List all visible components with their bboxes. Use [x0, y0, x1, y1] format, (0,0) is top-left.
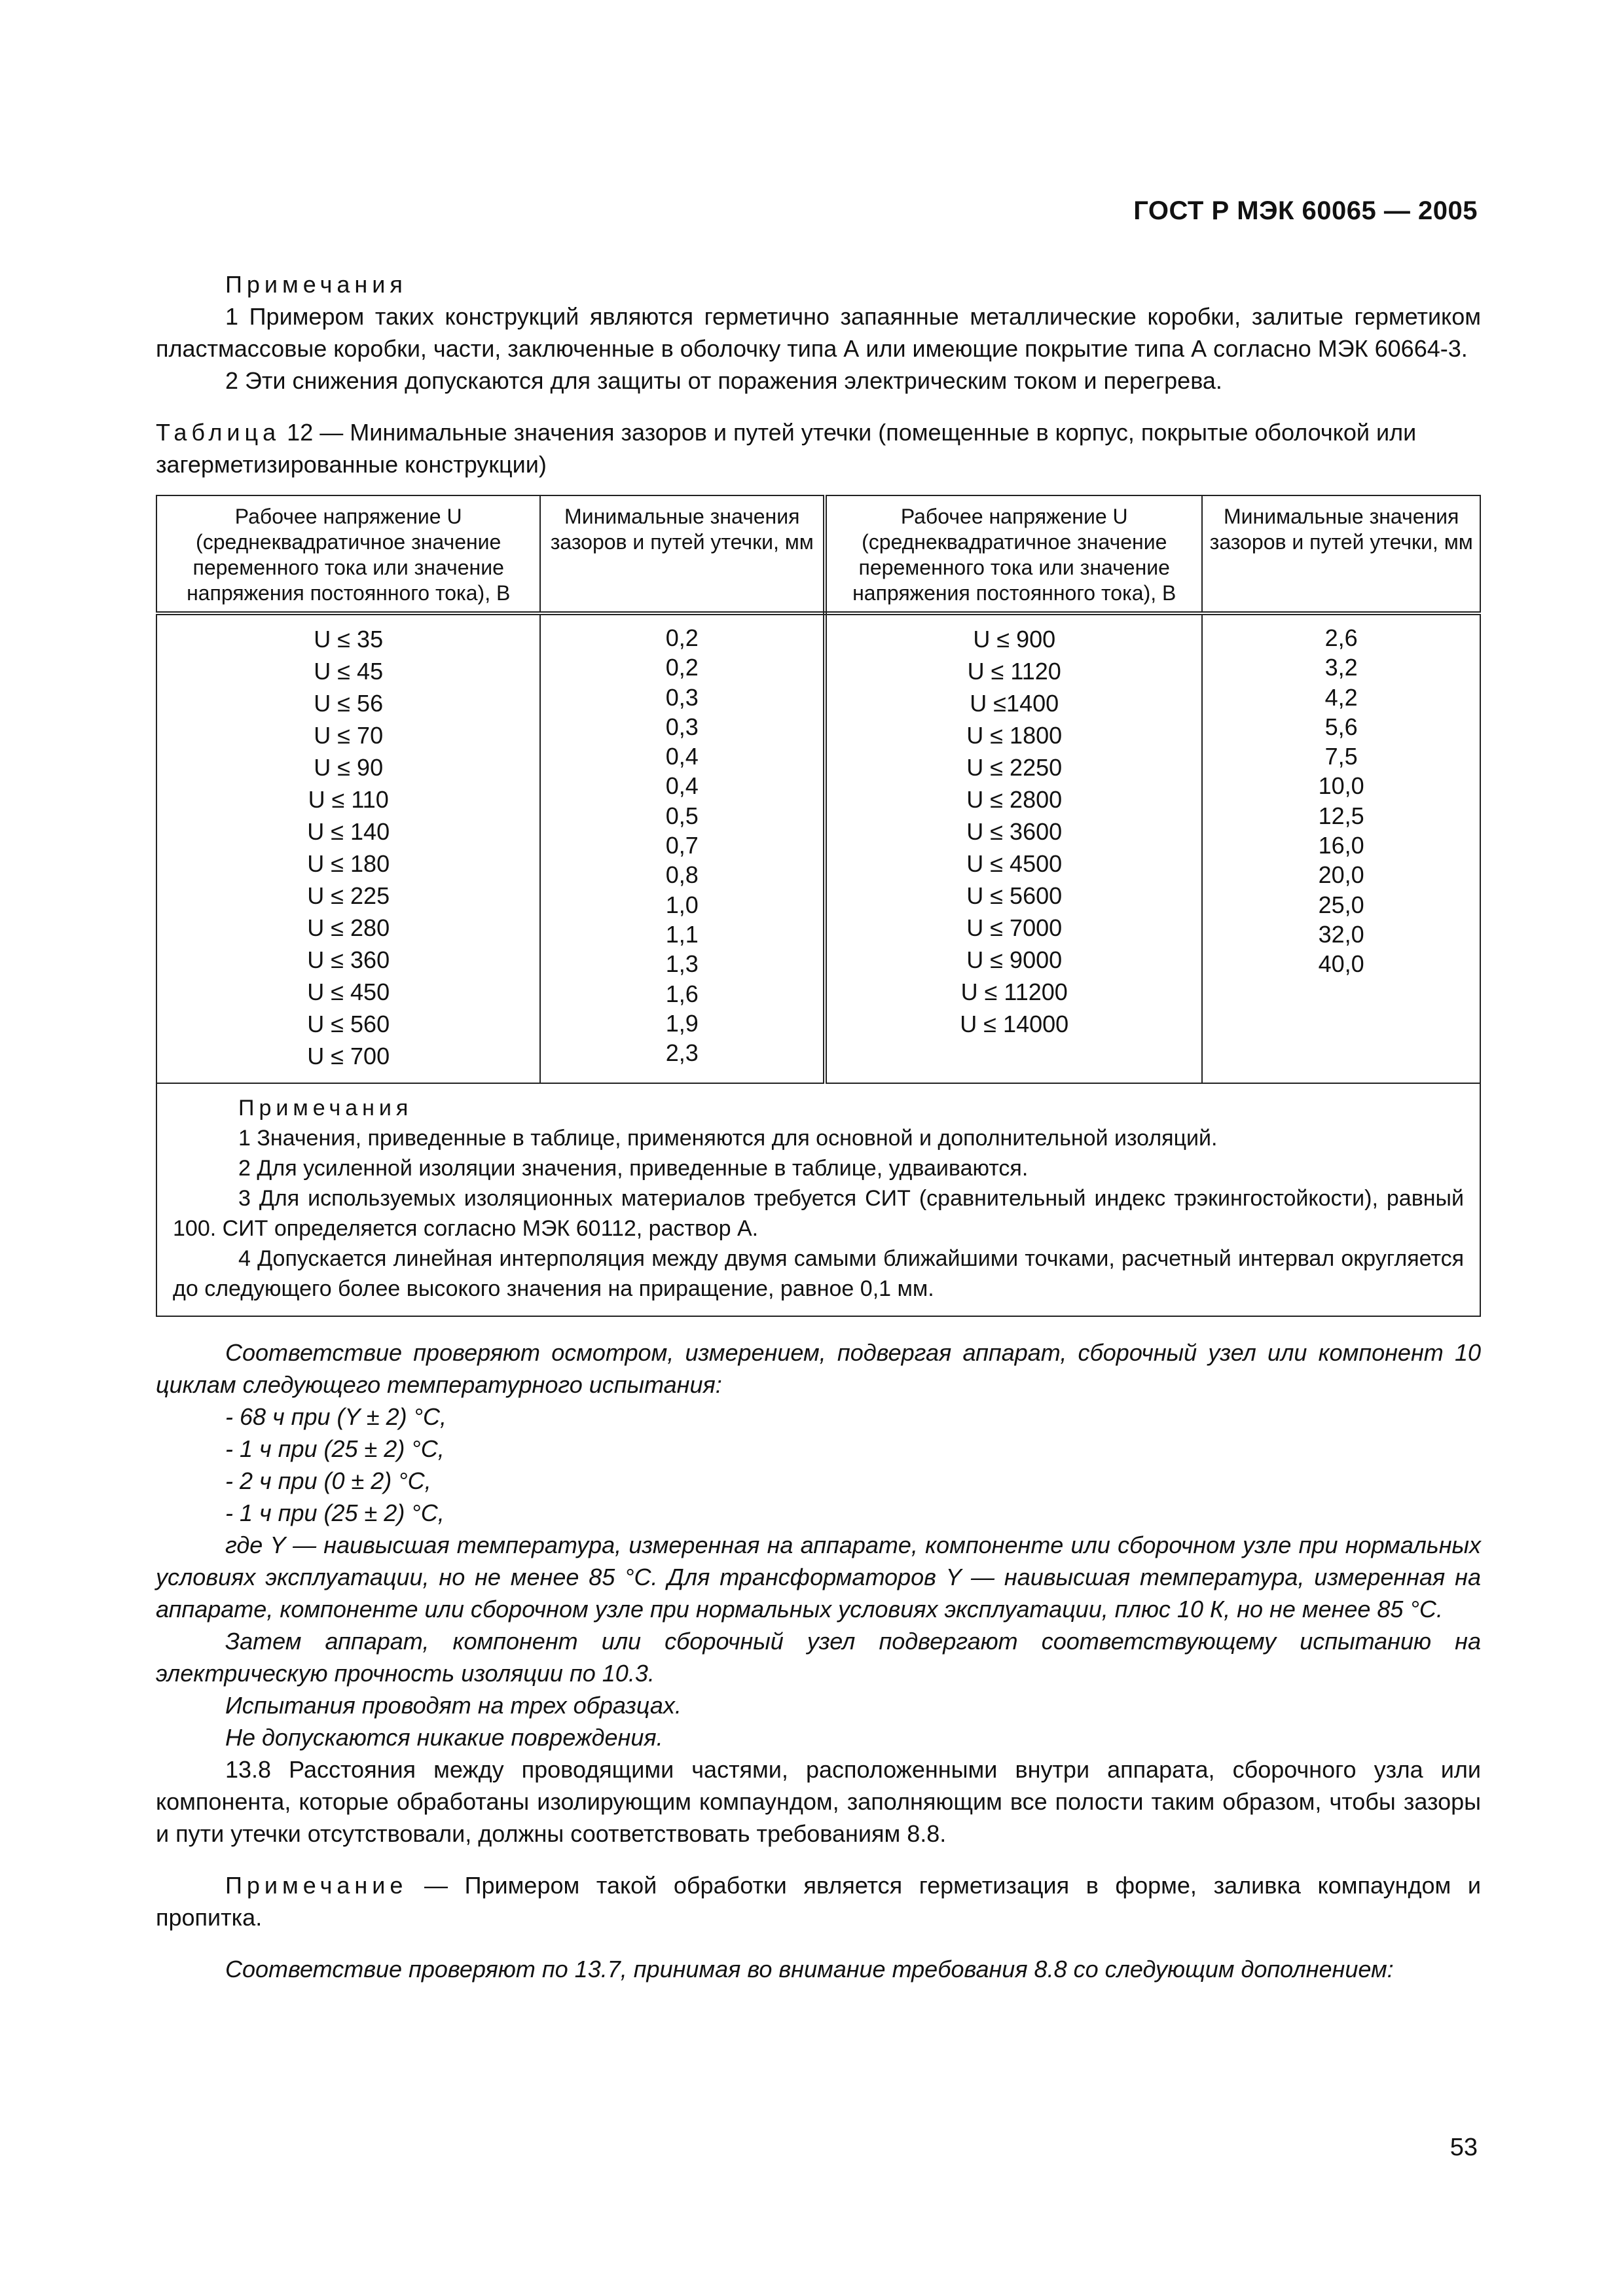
table-cell: 16,0: [1318, 832, 1364, 859]
table-cell: U ≤ 700: [307, 1043, 390, 1069]
section-13-8: 13.8 Расстояния между проводящими частями, расположенными внутри аппарата, сборочного узла или компонента, которые обработаны изолирующим компаундом, заполняющим все полости таким образом, чтобы зазоры и пути утечки отсутствовали, должны соответствовать требованиям 8.8.: [156, 1756, 1481, 1847]
clearance-left-column: [540, 613, 825, 1083]
table-note-2: 2 Для усиленной изоляции значения, приведенные в таблице, удваиваются.: [238, 1156, 1029, 1181]
note-label: Примечание: [225, 1872, 408, 1899]
no-damage-paragraph: Не допускаются никакие повреждения.: [225, 1724, 663, 1751]
table-cell: 32,0: [1318, 920, 1364, 948]
table-cell: U ≤ 140: [307, 818, 390, 845]
table-cell: 3,2: [1324, 654, 1358, 681]
table-cell: 0,3: [665, 683, 699, 711]
header-voltage-left: Рабочее напряжение U (среднеквадратичное значение переменного тока или значение напряжения постоянного тока), В: [156, 495, 540, 613]
cycle-4: - 1 ч при (25 ± 2) °С,: [225, 1499, 445, 1526]
note-13-8: [156, 1869, 1481, 1933]
table-cell: 2,3: [665, 1039, 699, 1067]
table-cell: 0,7: [665, 832, 699, 859]
table-cell: 12,5: [1318, 802, 1364, 829]
table-caption-text: 12 — Минимальные значения зазоров и путей утечки (помещенные в корпус, покрытые оболочкой или загерметизированные конструкции): [156, 419, 1417, 478]
table-cell: U ≤ 1120: [967, 658, 1061, 685]
table-cell: U ≤ 56: [314, 690, 384, 717]
table-cell: U ≤ 70: [314, 722, 384, 749]
table-cell: U ≤ 180: [307, 850, 390, 877]
table-cell: 0,5: [665, 802, 699, 829]
table-cell: U ≤ 1800: [966, 722, 1063, 749]
then-test-paragraph: Затем аппарат, компонент или сборочный узел подвергают соответствующему испытанию на электрическую прочность изоляции по 10.3.: [156, 1628, 1481, 1687]
table-cell: 5,6: [1324, 713, 1358, 740]
table-cell: U ≤ 3600: [966, 818, 1063, 845]
table-cell: U ≤ 2250: [966, 754, 1063, 781]
note-top-2: 2 Эти снижения допускаются для защиты от поражения электрическим током и перегрева.: [225, 367, 1222, 394]
table-cell: 1,0: [665, 891, 699, 918]
cycle-1: - 68 ч при (Y ± 2) °С,: [225, 1403, 447, 1430]
document-code-header: ГОСТ Р МЭК 60065 — 2005: [1133, 196, 1478, 225]
table-cell: 0,3: [665, 713, 699, 740]
table-cell: 7,5: [1324, 743, 1358, 770]
page-number: 53: [1450, 2134, 1478, 2161]
cycle-2: - 1 ч при (25 ± 2) °С,: [225, 1435, 445, 1462]
table-cell: U ≤ 7000: [966, 914, 1063, 941]
table-cell: U ≤ 900: [973, 626, 1056, 653]
table-cell: 10,0: [1318, 772, 1364, 800]
table-note-3: 3 Для используемых изоляционных материалов требуется СИТ (сравнительный индекс трэкингостойкости), равный 100. СИТ определяется согласно МЭК 60112, раствор А.: [173, 1186, 1464, 1241]
cycle-3: - 2 ч при (0 ± 2) °С,: [225, 1467, 431, 1494]
table-cell: U ≤1400: [970, 690, 1059, 717]
table-cell: 0,4: [665, 743, 699, 770]
table-values-row: [156, 613, 1480, 1083]
header-clearance-right: Минимальные значения зазоров и путей утечки, мм: [1202, 495, 1480, 613]
table-cell: U ≤ 35: [314, 626, 384, 653]
table-cell: 4,2: [1324, 683, 1358, 711]
table-cell: U ≤ 560: [307, 1011, 390, 1037]
notes-top-title: Примечания: [225, 271, 407, 298]
table-header-row: [156, 495, 1480, 613]
header-voltage-right: Рабочее напряжение U (среднеквадратичное значение переменного тока или значение напряжения постоянного тока), В: [825, 495, 1202, 613]
table-cell: 0,2: [665, 654, 699, 681]
table-cell: 1,6: [665, 980, 699, 1007]
table-notes-row: [156, 1083, 1480, 1316]
clearance-table: [156, 495, 1481, 1317]
voltage-left-column: [156, 613, 540, 1083]
table-cell: U ≤ 4500: [966, 850, 1063, 877]
table-notes-title: Примечания: [238, 1096, 413, 1121]
table-caption: [156, 416, 1481, 480]
table-cell: U ≤ 45: [314, 658, 384, 685]
table-cell: U ≤ 14000: [960, 1011, 1069, 1037]
table-cell: U ≤ 280: [307, 914, 390, 941]
table-cell: U ≤ 9000: [966, 946, 1063, 973]
table-cell: 0,4: [665, 772, 699, 800]
table-cell: U ≤ 450: [307, 978, 390, 1005]
table-cell: 0,8: [665, 861, 699, 889]
table-cell: U ≤ 360: [307, 946, 390, 973]
header-clearance-left: Минимальные значения зазоров и путей утечки, мм: [540, 495, 825, 613]
clearance-right-column: [1202, 613, 1480, 1083]
table-cell: 1,9: [665, 1009, 699, 1037]
table-cell: U ≤ 11200: [960, 978, 1068, 1005]
table-note-4: 4 Допускается линейная интерполяция между двумя самыми ближайшими точками, расчетный интервал округляется до следующего более высокого значения на приращение, равное 0,1 мм.: [173, 1246, 1464, 1301]
table-cell: 1,3: [665, 950, 699, 978]
voltage-right-column: [825, 613, 1202, 1083]
note-text: — Примером такой обработки является герметизация в форме, заливка компаундом и пропитка.: [156, 1872, 1481, 1931]
table-cell: U ≤ 225: [307, 882, 390, 909]
table-notes: [156, 1083, 1480, 1316]
table-note-1: 1 Значения, приведенные в таблице, применяются для основной и дополнительной изоляций.: [238, 1126, 1218, 1151]
table-cell: 40,0: [1318, 950, 1364, 978]
where-y-paragraph: где Y — наивысшая температура, измеренная на аппарате, компоненте или сборочном узле при нормальных условиях эксплуатации, но не менее 85 °С. Для трансформаторов Y — наивысшая температура, измеренная на аппарате, компоненте или сборочном узле при нормальных условиях эксплуатации, плюс 10 К, но не менее 85 °С.: [156, 1532, 1481, 1623]
table-cell: 25,0: [1318, 891, 1364, 918]
note-top-1: 1 Примером таких конструкций являются герметично запаянные металлические коробки, залитые герметиком пластмассовые коробки, части, заключенные в оболочку типа А или имеющие покрытие типа А согласно МЭК 60664-3.: [156, 303, 1481, 362]
table-cell: 2,6: [1324, 624, 1358, 651]
table-cell: U ≤ 90: [314, 754, 384, 781]
three-samples-paragraph: Испытания проводят на трех образцах.: [225, 1692, 682, 1719]
compliance-paragraph-1: Соответствие проверяют осмотром, измерением, подвергая аппарат, сборочный узел или компонент 10 циклам следующего температурного испытания:: [156, 1339, 1481, 1398]
table-cell: 1,1: [665, 920, 699, 948]
table-label: Таблица: [156, 419, 281, 446]
table-cell: 0,2: [665, 624, 699, 651]
table-cell: 20,0: [1318, 861, 1364, 889]
table-cell: U ≤ 110: [308, 786, 389, 813]
page-content: [156, 268, 1481, 1985]
table-cell: U ≤ 5600: [966, 882, 1063, 909]
compliance-paragraph-2: Соответствие проверяют по 13.7, принимая во внимание требования 8.8 со следующим дополнением:: [225, 1956, 1394, 1982]
table-cell: U ≤ 2800: [966, 786, 1063, 813]
